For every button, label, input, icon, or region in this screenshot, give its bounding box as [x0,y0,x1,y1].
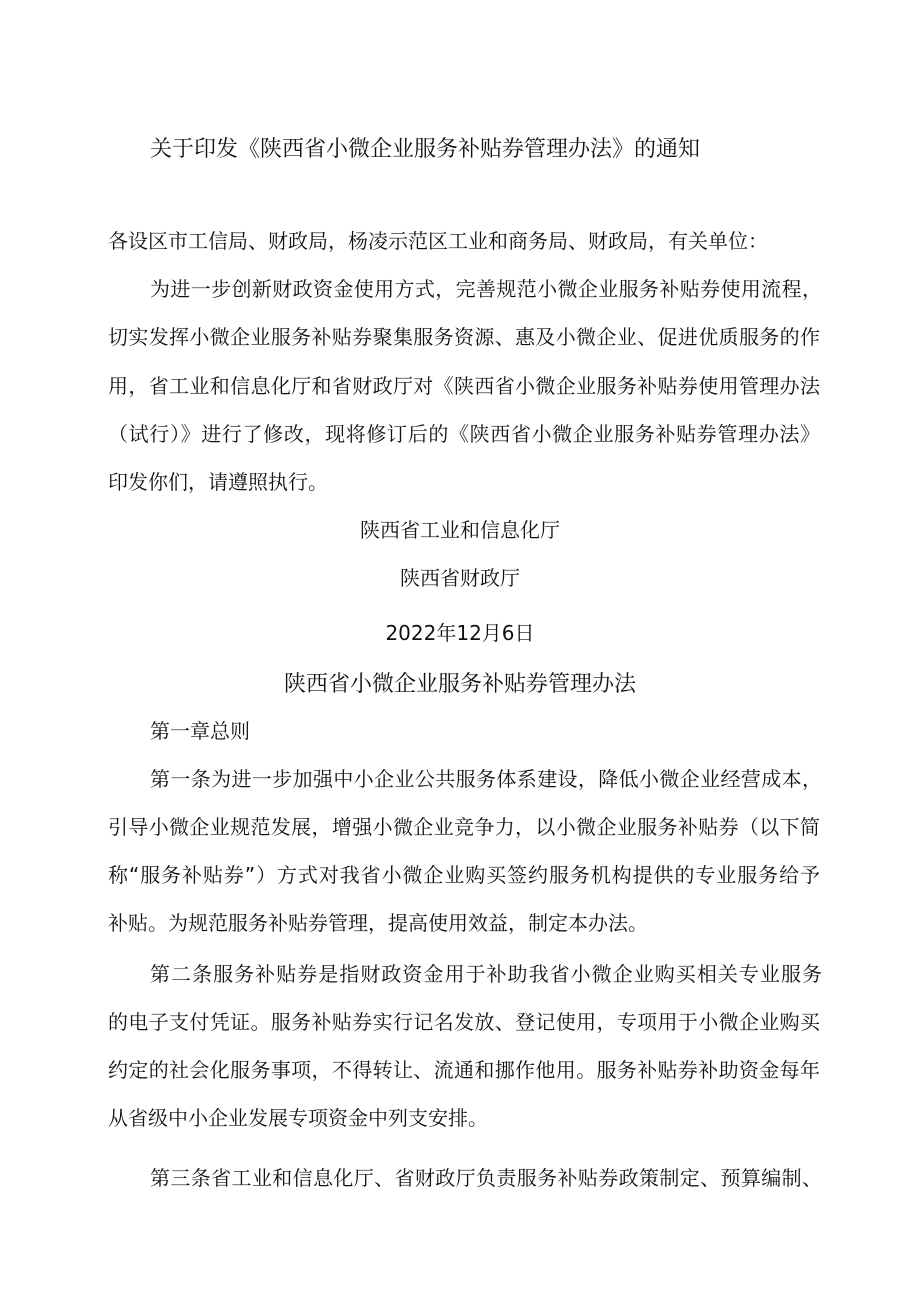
signatory: 陕西省工业和信息化厅 [360,518,560,542]
article-1-line: 称“服务补贴券”）方式对我省小微企业购买签约服务机构提供的专业服务给予 [108,863,820,887]
article-2-line: 从省级中小企业发展专项资金中列支安排。 [108,1106,488,1130]
article-1-line: 第一条为进一步加强中小企业公共服务体系建设，降低小微企业经营成本， [150,767,822,791]
chapter-heading: 第一章总则 [150,719,250,743]
notice-body-line: 印发你们，请遵照执行。 [108,470,328,494]
notice-title: 关于印发《陕西省小微企业服务补贴券管理办法》的通知 [150,137,701,162]
article-2-line: 第二条服务补贴券是指财政资金用于补助我省小微企业购买相关专业服务 [150,962,822,986]
article-3-line: 第三条省工业和信息化厅、省财政厅负责服务补贴券政策制定、预算编制、 [150,1166,822,1190]
notice-body-line: 用，省工业和信息化厅和省财政厅对《陕西省小微企业服务补贴券使用管理办法 [108,374,820,398]
signatory: 陕西省财政厅 [400,566,520,590]
notice-date: 2022年12月6日 [385,621,535,645]
article-2-line: 约定的社会化服务事项，不得转让、流通和挪作他用。服务补贴券补助资金每年 [108,1058,820,1082]
notice-body-line: （试行）》进行了修改，现将修订后的《陕西省小微企业服务补贴券管理办法》 [108,422,820,446]
article-2-line: 的电子支付凭证。服务补贴券实行记名发放、登记使用，专项用于小微企业购买 [108,1010,820,1034]
measures-title: 陕西省小微企业服务补贴券管理办法 [283,672,636,697]
notice-body-line: 切实发挥小微企业服务补贴券聚集服务资源、惠及小微企业、促进优质服务的作 [108,325,820,349]
notice-body-line: 为进一步创新财政资金使用方式，完善规范小微企业服务补贴券使用流程， [150,277,822,301]
article-1-line: 引导小微企业规范发展，增强小微企业竞争力，以小微企业服务补贴券（以下简 [108,815,820,839]
notice-addressee: 各设区市工信局、财政局，杨凌示范区工业和商务局、财政局，有关单位： [108,229,768,253]
article-1-line: 补贴。为规范服务补贴券管理，提高使用效益，制定本办法。 [108,911,648,935]
